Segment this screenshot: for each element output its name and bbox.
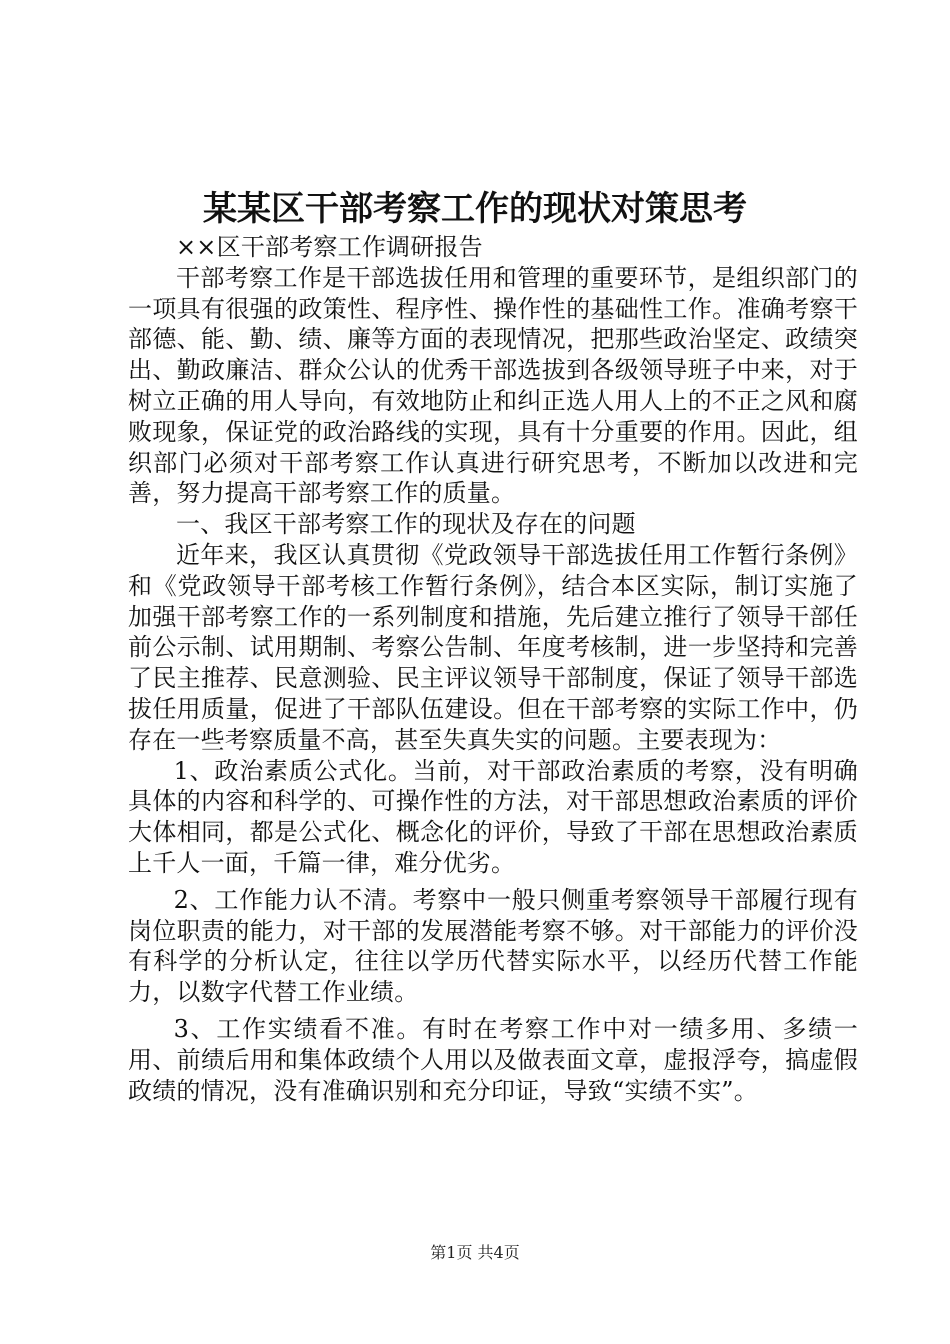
page-number-footer: 第1页 共4页: [430, 1243, 520, 1262]
report-subtitle: ××区干部考察工作调研报告: [176, 233, 483, 261]
document-body: [128, 232, 858, 1106]
paragraph-item-2: 2、工作能力认不清。考察中一般只侧重考察领导干部履行现有岗位职责的能力，对干部的发展潜能考察不够。对干部能力的评价没有科学的分析认定，往往以学历代替实际水平，以经历代替工作能力，以数字代替工作业绩。: [128, 885, 858, 1007]
paragraph-item-1: 1、政治素质公式化。当前，对干部政治素质的考察，没有明确具体的内容和科学的、可操作性的方法，对干部思想政治素质的评价大体相同，都是公式化、概念化的评价，导致了干部在思想政治素质上千人一面，千篇一律，难分优劣。: [128, 756, 858, 877]
paragraph-item-3: 3、工作实绩看不准。有时在考察工作中对一绩多用、多绩一用、前绩后用和集体政绩个人用以及做表面文章，虚报浮夸，搞虚假政绩的情况，没有准确识别和充分印证，导致“实绩不实”。: [128, 1014, 858, 1105]
section-heading-1: 一、我区干部考察工作的现状及存在的问题: [176, 510, 636, 539]
paragraph-status: 近年来，我区认真贯彻《党政领导干部选拔任用工作暂行条例》和《党政领导干部考核工作暂行条例》，结合本区实际，制订实施了加强干部考察工作的一系列制度和措施，先后建立推行了领导干部任前公示制、试用期制、考察公告制、年度考核制，进一步坚持和完善了民主推荐、民意测验、民主评议领导干部制度，保证了领导干部选拔任用质量，促进了干部队伍建设。但在干部考察的实际工作中，仍存在一些考察质量不高，甚至失真失实的问题。主要表现为：: [128, 540, 858, 754]
document-title: 某某区干部考察工作的现状对策思考: [203, 189, 747, 229]
paragraph-intro: 干部考察工作是干部选拔任用和管理的重要环节，是组织部门的一项具有很强的政策性、程序性、操作性的基础性工作。准确考察干部德、能、勤、绩、廉等方面的表现情况，把那些政治坚定、政绩突出、勤政廉洁、群众公认的优秀干部选拔到各级领导班子中来，对于树立正确的用人导向，有效地防止和纠正选人用人上的不正之风和腐败现象，保证党的政治路线的实现，具有十分重要的作用。因此，组织部门必须对干部考察工作认真进行研究思考，不断加以改进和完善，努力提高干部考察工作的质量。: [128, 263, 858, 508]
